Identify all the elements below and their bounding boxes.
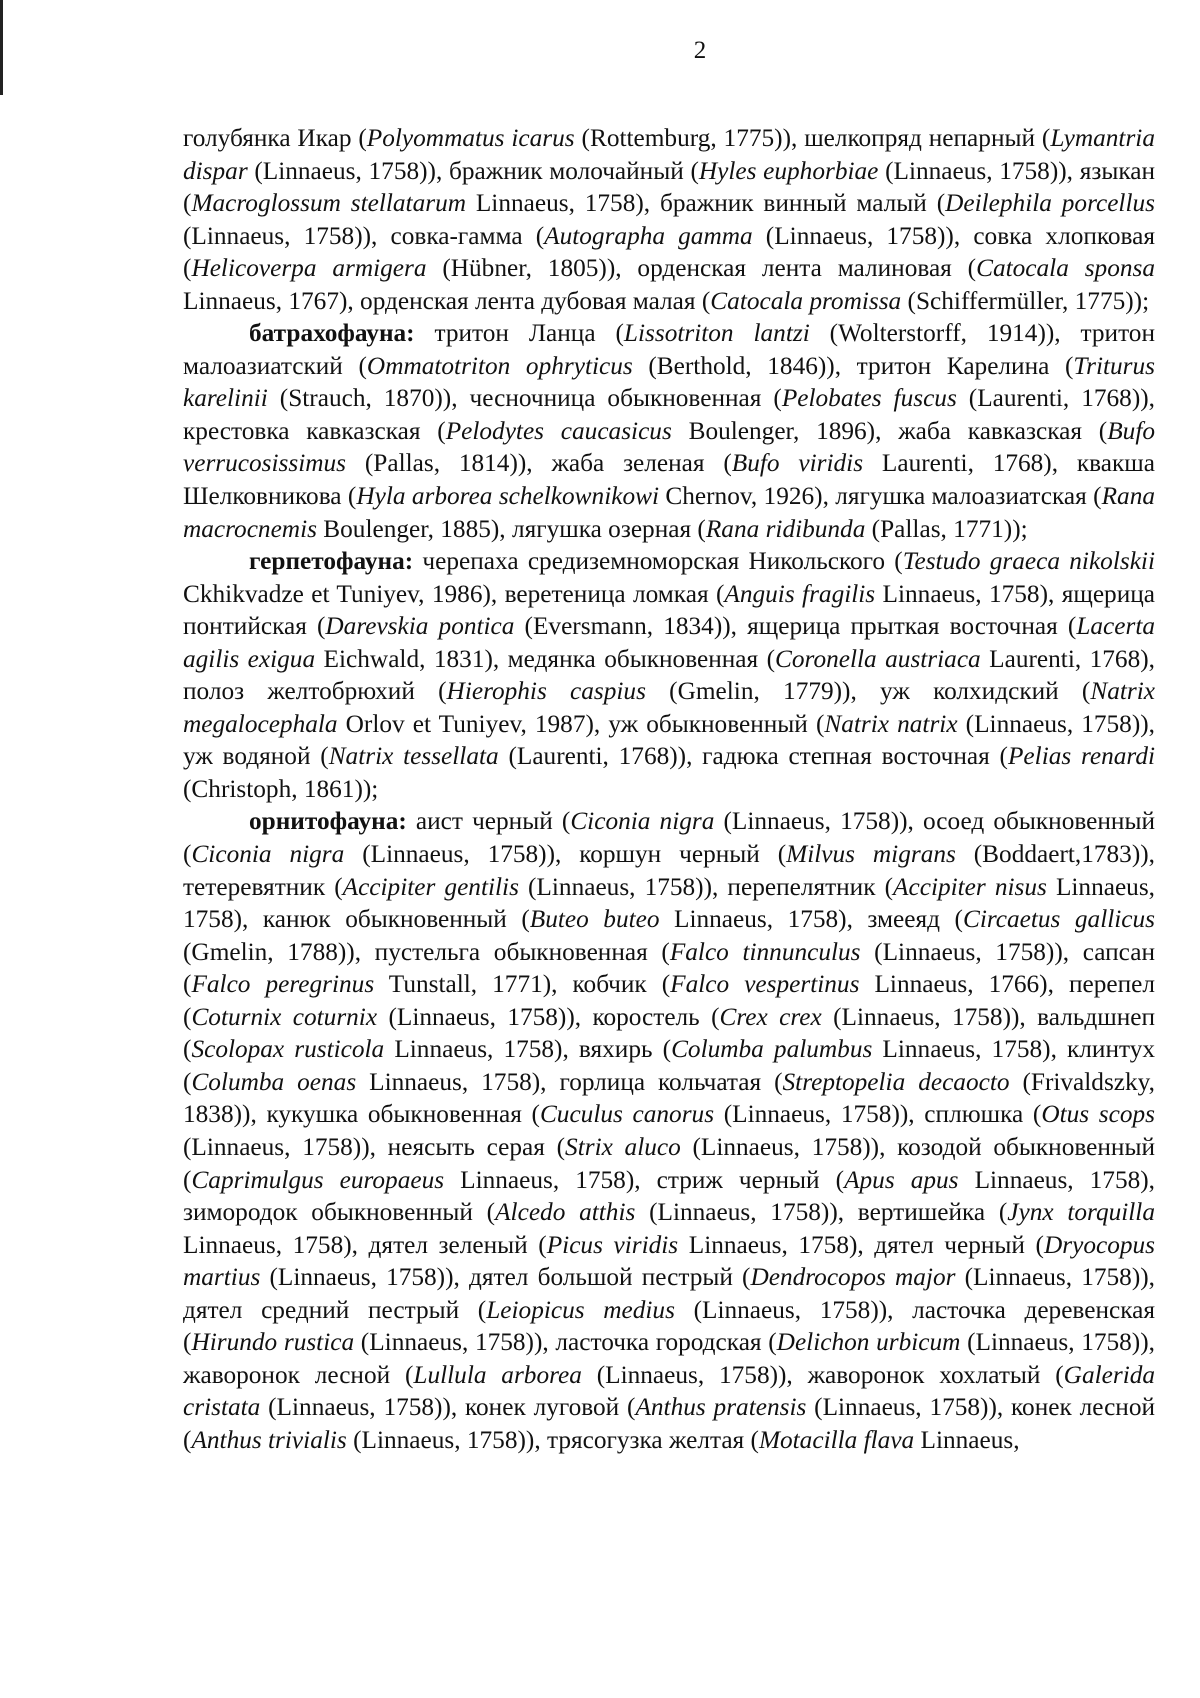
- scientific-name: Galerida cristata: [183, 1360, 1156, 1422]
- scientific-name: Jynx torquilla: [1007, 1198, 1155, 1227]
- scientific-name: Accipiter nisus: [893, 872, 1047, 901]
- page-number-text: 2: [693, 37, 707, 64]
- text-run: (Linnaeus, 1758)), жаворонок хохлатый (: [581, 1360, 1064, 1389]
- scientific-name: Coronella austriaca: [775, 644, 981, 673]
- text-run: (Linnaeus, 1758)), трясогузка желтая (: [346, 1425, 759, 1454]
- scientific-name: Lacerta agilis exigua: [183, 612, 1156, 673]
- text-run: Laurenti, 1768), квакша Шелковникова (: [183, 449, 1156, 511]
- text-run: Linnaeus, 1758), стриж черный (: [444, 1165, 845, 1194]
- scientific-name: Scolopax rusticola: [191, 1035, 385, 1064]
- scientific-name: Helicoverpa armigera: [191, 254, 427, 283]
- text-run: (Linnaeus, 1758)), уж водяной (: [183, 709, 1156, 771]
- text-run: (Schiffermüller, 1775));: [901, 286, 1150, 315]
- scientific-name: Deilephila porcellus: [945, 189, 1155, 218]
- scientific-name: Ciconia nigra: [570, 807, 715, 836]
- scientific-name: Milvus migrans: [786, 840, 956, 869]
- scientific-name: Columba palumbus: [671, 1035, 873, 1064]
- text-run: (Linnaeus, 1758)), бражник молочайный (: [247, 156, 699, 185]
- text-run: (Laurenti, 1768)), крестовка кавказская (: [183, 384, 1155, 445]
- scientific-name: Bufo verrucosissimus: [183, 416, 1155, 478]
- scientific-name: Otus scops: [1041, 1100, 1155, 1129]
- scientific-name: Anguis fragilis: [724, 579, 876, 608]
- text-run: (Linnaeus, 1758)), совка хлопковая (: [183, 221, 1156, 283]
- text-run: (Pallas, 1814)), жаба зеленая (: [346, 449, 732, 478]
- text-run: Orlov et Tuniyev, 1987), уж обыкновенный (: [337, 709, 825, 738]
- text-run: (Linnaeus, 1758)), коршун черный (: [344, 840, 787, 869]
- scientific-name: Hirundo rustica: [191, 1328, 355, 1357]
- text-run: Tunstall, 1771), кобчик (: [374, 970, 671, 999]
- scientific-name: Strix aluco: [565, 1132, 681, 1161]
- text-run: (Linnaeus, 1758)), конек луговой (: [260, 1393, 636, 1422]
- text-run: (Linnaeus, 1758)), сплюшка (: [714, 1100, 1042, 1129]
- text-run: Linnaeus, 1758), ящерица понтийская (: [183, 579, 1155, 641]
- text-run: Linnaeus, 1758), зимородок обыкновенный (: [183, 1165, 1156, 1227]
- scientific-name: Polyommatus icarus: [366, 124, 575, 152]
- text-run: (Berthold, 1846)), тритон Карелина (: [632, 351, 1074, 380]
- text-run: черепаха средиземноморская Никольского (: [413, 547, 903, 576]
- scientific-name: Catocala sponsa: [976, 254, 1155, 283]
- scientific-name: Catocala promissa: [710, 286, 902, 315]
- page-number: [0, 36, 1200, 66]
- text-run: (Linnaeus, 1758)), осоед обыкновенный (: [183, 807, 1155, 869]
- text-run: (Linnaeus, 1758)), неясыть серая (: [183, 1132, 566, 1161]
- scientific-name: Picus viridis: [546, 1230, 679, 1259]
- scientific-name: Hyla arborea schelkownikowi: [356, 482, 660, 511]
- text-run: (Eversmann, 1834)), ящерица прыткая восточная (: [514, 612, 1077, 641]
- text-run: Linnaeus, 1758), вяхирь (: [384, 1035, 672, 1064]
- text-run: Laurenti, 1768), полоз желтобрюхий (: [183, 644, 1155, 706]
- scientific-name: Motacilla flava: [758, 1425, 915, 1454]
- text-run: Boulenger, 1896), жаба кавказская (: [671, 416, 1108, 445]
- text-run: (Linnaeus, 1758)), дятел средний пестрый (: [183, 1263, 1155, 1324]
- text-run: Linnaeus, 1758), бражник винный малый (: [465, 189, 946, 218]
- text-run: (Gmelin, 1779)), уж колхидский (: [645, 677, 1091, 706]
- text-run: Eichwald, 1831), медянка обыкновенная (: [315, 644, 776, 673]
- scientific-name: Anthus pratensis: [635, 1393, 807, 1422]
- scientific-name: Columba oenas: [191, 1067, 357, 1096]
- scientific-name: Rana macrocnemis: [183, 482, 1155, 543]
- text-run: (Gmelin, 1788)), пустельга обыкновенная (: [183, 937, 670, 966]
- text-run: Linnaeus, 1758), дятел черный (: [678, 1230, 1044, 1259]
- body-text: [183, 122, 1155, 1456]
- text-run: тритон Ланца (: [414, 319, 624, 348]
- paragraph: [183, 805, 1155, 1456]
- section-term: герпетофауна:: [249, 547, 414, 576]
- scientific-name: Pelodytes caucasicus: [445, 416, 672, 445]
- text-run: Linnaeus, 1758), дятел зеленый (: [183, 1230, 547, 1259]
- text-run: (Pallas, 1771));: [865, 514, 1028, 543]
- scientific-name: Caprimulgus europaeus: [191, 1165, 445, 1194]
- text-run: Linnaeus, 1758), горлица кольчатая (: [356, 1067, 783, 1096]
- scientific-name: Buteo buteo: [529, 905, 660, 934]
- scientific-name: Cuculus canorus: [539, 1100, 715, 1129]
- scientific-name: Falco vespertinus: [670, 970, 860, 999]
- text-run: аист черный (: [406, 807, 571, 836]
- text-run: Chernov, 1926), лягушка малоазиатская (: [659, 482, 1102, 511]
- scientific-name: Rana ridibunda: [705, 514, 866, 543]
- text-run: (Linnaeus, 1758)), вертишейка (: [635, 1198, 1008, 1227]
- text-run: (Linnaeus, 1758)), дятел большой пестрый (: [260, 1263, 751, 1292]
- scientific-name: Autographa gamma: [544, 221, 753, 250]
- section-term: орнитофауна:: [249, 807, 407, 836]
- scientific-name: Hyles euphorbiae: [698, 156, 879, 185]
- scientific-name: Delichon urbicum: [776, 1328, 961, 1357]
- text-run: (Rottemburg, 1775)), шелкопряд непарный (: [574, 124, 1051, 152]
- text-run: (Linnaeus, 1758)), ласточка деревенская (: [183, 1295, 1155, 1357]
- paragraph: [183, 317, 1155, 545]
- scientific-name: Macroglossum stellatarum: [191, 189, 466, 218]
- text-run: (Linnaeus, 1758)), конек лесной (: [183, 1393, 1156, 1454]
- scientific-name: Circaetus gallicus: [962, 905, 1155, 934]
- scientific-name: Triturus karelinii: [183, 351, 1155, 413]
- scientific-name: Lymantria dispar: [183, 124, 1155, 185]
- scientific-name: Ciconia nigra: [191, 840, 345, 869]
- text-run: голубянка Икар (: [183, 124, 367, 152]
- scientific-name: Crex crex: [719, 1002, 822, 1031]
- scientific-name: Bufo viridis: [731, 449, 864, 478]
- text-run: (Linnaeus, 1758)), перепелятник (: [518, 872, 894, 901]
- scientific-name: Falco peregrinus: [191, 970, 375, 999]
- paragraph: [183, 545, 1155, 805]
- scientific-name: Natrix natrix: [824, 709, 958, 738]
- scientific-name: Accipiter gentilis: [342, 872, 519, 901]
- scientific-name: Pelobates fuscus: [781, 384, 957, 413]
- text-run: Linnaeus, 1767), орденская лента дубовая малая (: [183, 286, 711, 315]
- text-run: (Frivaldszky, 1838)), кукушка обыкновенная (: [183, 1067, 1156, 1129]
- scientific-name: Falco tinnunculus: [669, 937, 861, 966]
- text-run: (Linnaeus, 1758)), вальдшнеп (: [183, 1002, 1156, 1064]
- scientific-name: Pelias renardi: [1007, 742, 1155, 771]
- text-run: Linnaeus, 1758), клинтух (: [183, 1035, 1156, 1096]
- text-run: (Laurenti, 1768)), гадюка степная восточная (: [498, 742, 1008, 771]
- text-run: (Strauch, 1870)), чесночница обыкновенная (: [267, 384, 782, 413]
- scientific-name: Anthus trivialis: [191, 1425, 347, 1454]
- paragraph: [183, 122, 1155, 317]
- text-run: Linnaeus, 1758), змееяд (: [659, 905, 963, 934]
- scientific-name: Coturnix coturnix: [191, 1002, 378, 1031]
- section-term: батрахофауна:: [249, 319, 415, 348]
- text-run: (Linnaeus, 1758)), ласточка городская (: [354, 1328, 777, 1357]
- text-run: (Linnaeus, 1758)), сапсан (: [183, 937, 1155, 999]
- scientific-name: Lullula arborea: [413, 1360, 582, 1389]
- text-run: (Wolterstorff, 1914)), тритон малоазиатский (: [183, 319, 1155, 380]
- text-run: Linnaeus,: [914, 1425, 1020, 1454]
- scientific-name: Dryocopus martius: [183, 1230, 1155, 1292]
- text-run: (Christoph, 1861));: [183, 774, 379, 803]
- text-run: Linnaeus, 1758), канюк обыкновенный (: [183, 872, 1155, 934]
- scientific-name: Lissotriton lantzi: [623, 319, 810, 348]
- scientific-name: Leiopicus medius: [486, 1295, 675, 1324]
- text-run: Boulenger, 1885), лягушка озерная (: [316, 514, 706, 543]
- scientific-name: Hierophis caspius: [446, 677, 646, 706]
- text-run: (Linnaeus, 1758)), козодой обыкновенный (: [183, 1132, 1155, 1194]
- scientific-name: Apus apus: [844, 1165, 959, 1194]
- scientific-name: Natrix tessellata: [328, 742, 499, 771]
- text-run: Ckhikvadze et Tuniyev, 1986), веретеница ломкая (: [183, 579, 725, 608]
- scientific-name: Streptopelia decaocto: [782, 1067, 1010, 1096]
- scientific-name: Testudo graeca nikolskii: [902, 547, 1155, 576]
- scientific-name: Ommatotriton ophryticus: [366, 351, 633, 380]
- scientific-name: Natrix megalocephala: [183, 677, 1155, 738]
- scientific-name: Alcedo atthis: [495, 1198, 636, 1227]
- text-run: (Linnaeus, 1758)), совка-гамма (: [183, 221, 545, 250]
- text-run: Linnaeus, 1766), перепел (: [183, 970, 1155, 1031]
- text-run: (Hübner, 1805)), орденская лента малиновая (: [426, 254, 977, 283]
- text-run: (Boddaert,1783)), тетеревятник (: [183, 840, 1155, 901]
- scientific-name: Dendrocopos major: [750, 1263, 956, 1292]
- scientific-name: Darevskia pontica: [325, 612, 515, 641]
- text-run: (Linnaeus, 1758)), жаворонок лесной (: [183, 1328, 1155, 1389]
- text-run: (Linnaeus, 1758)), коростель (: [377, 1002, 720, 1031]
- text-run: (Linnaeus, 1758)), языкан (: [183, 156, 1155, 218]
